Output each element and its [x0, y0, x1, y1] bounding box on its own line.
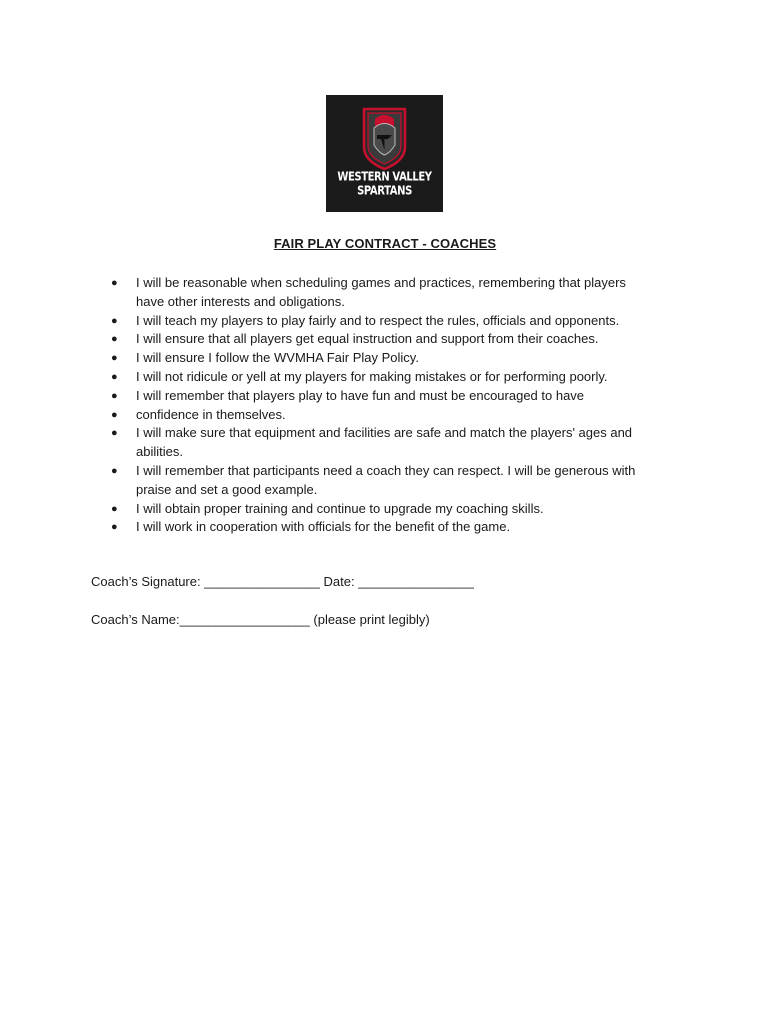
list-item: ● I will obtain proper training and continue to upgrade my coaching skills. [108, 500, 688, 519]
name-line: Coach’s Name:__________________ (please print legibly) [91, 612, 430, 627]
list-item: ● I will be reasonable when scheduling games and practices, remembering that players have other interests and obligations. [111, 275, 626, 309]
bullet-icon: ● [111, 389, 118, 402]
pledge-list [108, 274, 688, 537]
list-item: ● I will teach my players to play fairly and to respect the rules, officials and opponents. [108, 312, 688, 331]
bullet-icon: ● [111, 370, 118, 383]
logo-text-line2: SPARTANS [357, 184, 412, 199]
bullet-icon: ● [111, 277, 118, 289]
bullet-icon: ● [111, 502, 118, 515]
list-item: ● I will work in cooperation with officials for the benefit of the game. [108, 518, 688, 537]
bullet-icon: ● [111, 333, 118, 346]
list-item: ● I will ensure I follow the WVMHA Fair Play Policy. [108, 349, 688, 368]
signature-date-line: Coach’s Signature: ________________ Date: ________________ [91, 574, 474, 589]
bullet-icon: ● [111, 352, 118, 365]
list-item: ● I will remember that participants need a coach they can respect. I will be generous with praise and set a good example. [111, 462, 636, 497]
page-title: FAIR PLAY CONTRACT - COACHES [273, 236, 497, 251]
list-item: ● I will ensure that all players get equal instruction and support from their coaches. [108, 330, 688, 349]
logo-text-line1: WESTERN VALLEY [337, 170, 432, 185]
list-item: ● I will make sure that equipment and facilities are safe and match the players' ages and abilities. [111, 425, 633, 460]
bullet-icon: ● [111, 427, 118, 440]
list-item: ● I will remember that players play to have fun and must be encouraged to have [108, 387, 688, 406]
list-item: ● confidence in themselves. [108, 406, 688, 425]
bullet-icon: ● [111, 464, 118, 477]
list-item: ● I will not ridicule or yell at my players for making mistakes or for performing poorly. [108, 368, 688, 387]
bullet-icon: ● [111, 521, 118, 534]
team-logo [326, 95, 443, 212]
bullet-icon: ● [111, 408, 118, 421]
bullet-icon: ● [111, 314, 118, 327]
